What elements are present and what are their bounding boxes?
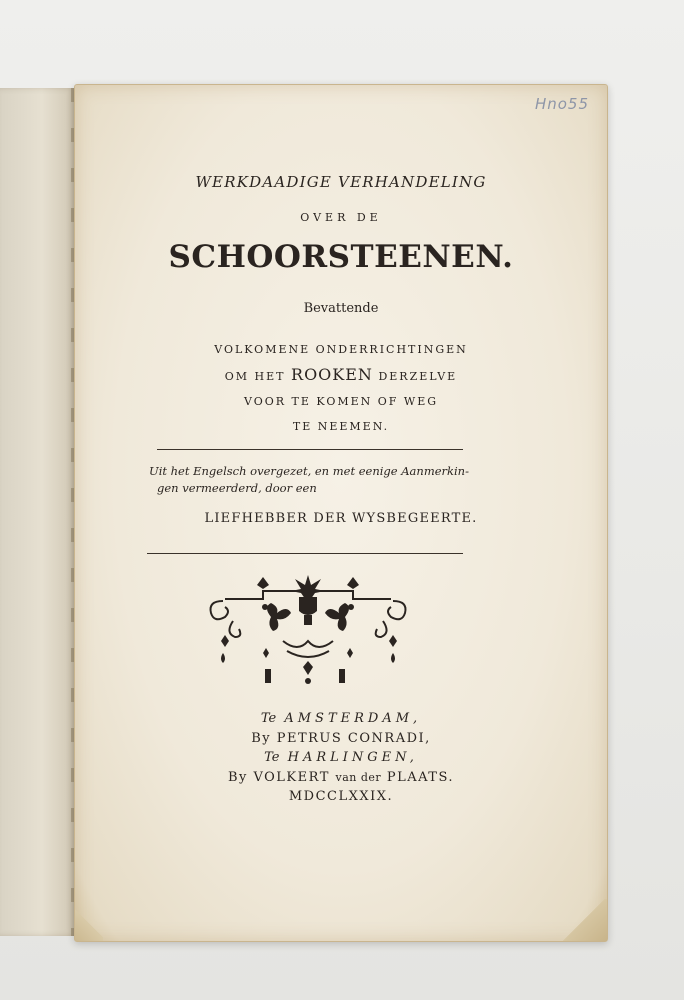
liefhebber-line: LIEFHEBBER DER WYSBEGEERTE. (204, 511, 478, 526)
divider-rule-bottom (147, 553, 463, 554)
imprint-printer-post: PLAATS. (386, 769, 455, 785)
translation-line-1: Uit het Engelsch overgezet, en met eenige Aanmerkin- (149, 464, 469, 478)
bevattende-line: Bevattende (303, 301, 379, 316)
over-de-line: OVER DE (300, 211, 382, 224)
description-line-2-post: DERZELVE (378, 370, 458, 383)
imprint-line-2: By PETRUS CONRADI, (251, 730, 431, 746)
facing-page-edge (0, 88, 78, 936)
title-page-text (75, 85, 607, 941)
imprint-printer-small: van der (335, 770, 382, 784)
title-page (74, 84, 608, 942)
imprint-block (75, 709, 607, 807)
translation-note (149, 463, 469, 497)
divider-rule-top (157, 449, 463, 450)
pencil-annotation: Hno55 (534, 95, 589, 113)
description-line-2-pre: OM HET (224, 370, 286, 383)
description-line-3: VOOR TE KOMEN OF WEG (243, 395, 439, 408)
main-title: SCHOORSTEENEN. (168, 239, 514, 275)
imprint-printer-pre: By VOLKERT (227, 769, 330, 785)
imprint-te-1: Te (260, 711, 277, 726)
imprint-line-1 (75, 709, 607, 729)
imprint-city-harlingen: HARLINGEN, (287, 750, 418, 765)
description-line-2 (75, 362, 607, 389)
description-line-4: TE NEEMEN. (292, 420, 390, 433)
description-line-1: VOLKOMENE ONDERRICHTINGEN (214, 343, 468, 356)
description-block (75, 337, 607, 439)
description-rooken: ROOKEN (291, 365, 373, 384)
imprint-city-amsterdam: AMSTERDAM, (284, 711, 422, 726)
baroque-vignette-icon (203, 571, 413, 691)
translation-line-2: gen vermeerderd, door een (157, 481, 317, 495)
imprint-line-3 (75, 748, 607, 768)
imprint-year: MDCCLXXIX. (288, 789, 394, 804)
series-heading: WERKDAADIGE VERHANDELING (195, 173, 487, 191)
imprint-te-2: Te (264, 750, 280, 765)
imprint-line-4 (75, 768, 607, 788)
